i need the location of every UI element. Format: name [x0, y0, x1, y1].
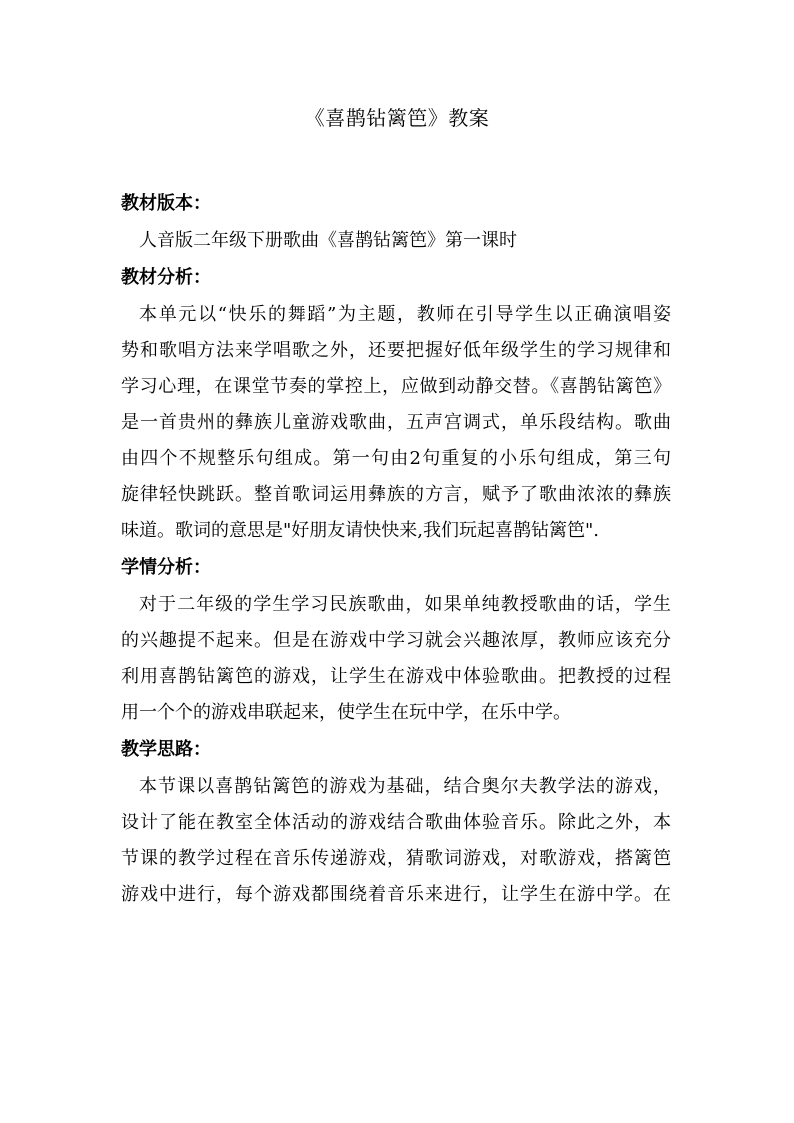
text-line: 游戏中进行，每个游戏都围绕着音乐来进行，让学生在游中学。在 — [121, 884, 671, 905]
text-line: 节课的教学过程在音乐传递游戏，猜歌词游戏，对歌游戏，搭篱笆 — [121, 848, 671, 869]
text-line: 本单元以“快乐的舞蹈”为主题，教师在引导学生以正确演唱姿 — [139, 304, 671, 325]
text-line: 旋律轻快跳跃。整首歌词运用彝族的方言，赋予了歌曲浓浓的彝族 — [121, 484, 671, 505]
text-line: 用一个个的游戏串联起来，使学生在玩中学，在乐中学。 — [121, 702, 571, 723]
section-heading-textbook-version: 教材版本： — [121, 193, 211, 214]
text-line: 是一首贵州的彝族儿童游戏歌曲，五声宫调式，单乐段结构。歌曲 — [121, 412, 671, 433]
text-line: 由四个不规整乐句组成。第一句由2句重复的小乐句组成，第三句 — [121, 448, 671, 469]
paragraph-textbook-version — [121, 223, 671, 259]
text-line: 势和歌唱方法来学唱歌之外，还要把握好低年级学生的学习规律和 — [121, 340, 671, 361]
document-body — [121, 185, 671, 913]
paragraph-student-analysis — [121, 587, 671, 731]
section-heading-textbook-analysis: 教材分析： — [121, 267, 211, 288]
text-line: 利用喜鹊钻篱笆的游戏，让学生在游戏中体验歌曲。把教授的过程 — [121, 666, 671, 687]
text-line: 味道。歌词的意思是"好朋友请快快来,我们玩起喜鹊钻篱笆". — [121, 520, 599, 541]
text-line: 的兴趣提不起来。但是在游戏中学习就会兴趣浓厚，教师应该充分 — [121, 630, 671, 651]
section-heading-teaching-approach: 教学思路： — [121, 739, 211, 760]
page-title: 《喜鹊钻篱笆》教案 — [304, 106, 490, 130]
text-line: 本节课以喜鹊钻篱笆的游戏为基础，结合奥尔夫教学法的游戏， — [139, 776, 671, 797]
text-line: 对于二年级的学生学习民族歌曲，如果单纯教授歌曲的话，学生 — [139, 594, 671, 615]
text-line: 学习心理，在课堂节奏的掌控上，应做到动静交替。《喜鹊钻篱笆》 — [121, 376, 671, 397]
section-heading-student-analysis: 学情分析： — [121, 557, 211, 578]
paragraph-teaching-approach — [121, 769, 671, 913]
paragraph-textbook-analysis — [121, 297, 671, 549]
text-line: 设计了能在教室全体活动的游戏结合歌曲体验音乐。除此之外，本 — [121, 812, 671, 833]
text-line: 人音版二年级下册歌曲《喜鹊钻篱笆》第一课时 — [139, 230, 517, 251]
